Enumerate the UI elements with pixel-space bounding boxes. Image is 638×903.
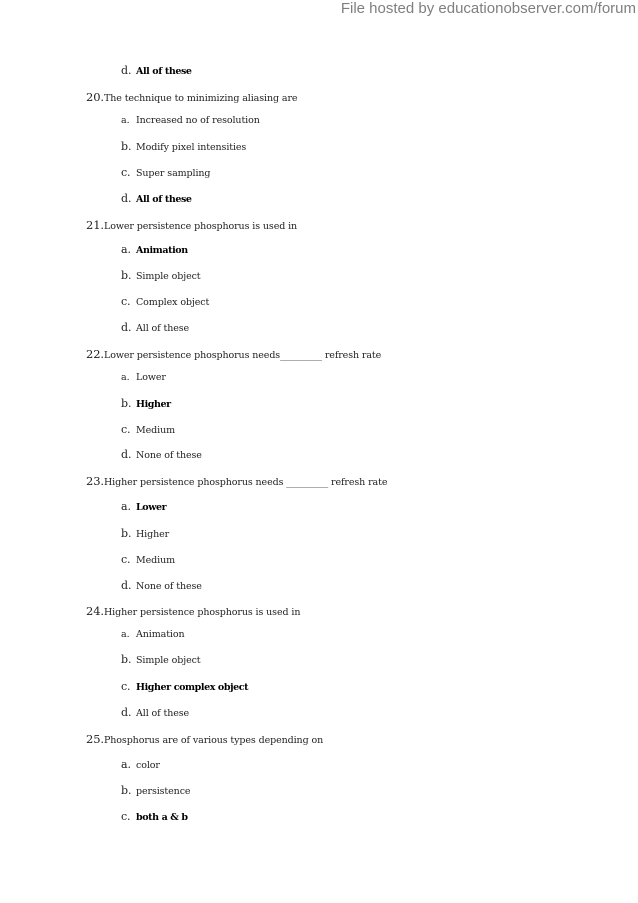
option-text: Modify pixel intensities bbox=[136, 142, 247, 153]
option-text-answer: Lower bbox=[136, 502, 167, 513]
option-letter: d. bbox=[121, 448, 132, 461]
option-text: color bbox=[136, 760, 160, 771]
option-line bbox=[121, 448, 202, 461]
option-letter: b. bbox=[121, 527, 132, 540]
option-line bbox=[121, 579, 202, 592]
option-line bbox=[121, 64, 192, 77]
option-letter: d. bbox=[121, 192, 132, 205]
option-letter: c. bbox=[121, 810, 131, 823]
option-line bbox=[121, 295, 209, 308]
question-text: Phosphorus are of various types depending on bbox=[104, 735, 324, 746]
question-number: 20. bbox=[86, 90, 104, 104]
option-letter: b. bbox=[121, 397, 132, 410]
option-letter: d. bbox=[121, 64, 132, 77]
option-line bbox=[121, 115, 260, 126]
option-letter: b. bbox=[121, 140, 132, 153]
question-text: Lower persistence phosphorus needs_________ refresh rate bbox=[104, 350, 382, 361]
option-line bbox=[121, 372, 166, 383]
option-line bbox=[121, 140, 246, 153]
question-line bbox=[86, 604, 300, 618]
option-text: Animation bbox=[136, 629, 185, 640]
option-text: Complex object bbox=[136, 297, 210, 308]
option-text-answer: All of these bbox=[136, 194, 192, 205]
question-text: Higher persistence phosphorus is used in bbox=[104, 607, 301, 618]
option-letter: a. bbox=[121, 758, 131, 771]
option-line bbox=[121, 680, 248, 693]
option-letter: d. bbox=[121, 706, 132, 719]
question-number: 25. bbox=[86, 732, 104, 746]
option-text: Medium bbox=[136, 555, 175, 566]
option-text: None of these bbox=[136, 581, 202, 592]
option-line bbox=[121, 500, 166, 513]
option-text: Higher bbox=[136, 529, 170, 540]
option-letter: d. bbox=[121, 321, 132, 334]
question-text: Higher persistence phosphorus needs _________ refresh rate bbox=[104, 477, 388, 488]
option-text: Increased no of resolution bbox=[136, 115, 260, 126]
option-line bbox=[121, 527, 169, 540]
question-line bbox=[86, 90, 297, 104]
option-text: Simple object bbox=[136, 271, 201, 282]
option-text: persistence bbox=[136, 786, 191, 797]
question-line bbox=[86, 732, 323, 746]
option-text-answer: Higher bbox=[136, 399, 171, 410]
option-text: All of these bbox=[136, 708, 190, 719]
option-text: Lower bbox=[136, 372, 166, 383]
option-letter: a. bbox=[121, 115, 130, 126]
option-line bbox=[121, 397, 171, 410]
option-letter: c. bbox=[121, 295, 131, 308]
option-letter: c. bbox=[121, 680, 131, 693]
option-letter: c. bbox=[121, 423, 131, 436]
option-text-answer: Higher complex object bbox=[136, 682, 249, 693]
option-text: All of these bbox=[136, 323, 190, 334]
question-text: The technique to minimizing aliasing are bbox=[104, 93, 298, 104]
option-letter: a. bbox=[121, 243, 131, 256]
question-number: 23. bbox=[86, 474, 104, 488]
option-letter: b. bbox=[121, 784, 132, 797]
option-text-answer: Animation bbox=[136, 245, 188, 256]
option-text: None of these bbox=[136, 450, 202, 461]
option-line bbox=[121, 553, 175, 566]
option-line bbox=[121, 784, 190, 797]
option-line bbox=[121, 423, 175, 436]
option-line bbox=[121, 192, 192, 205]
question-line bbox=[86, 218, 297, 232]
option-text-answer: All of these bbox=[136, 66, 192, 77]
option-line bbox=[121, 321, 189, 334]
option-line bbox=[121, 758, 160, 771]
question-number: 21. bbox=[86, 218, 104, 232]
option-text: Medium bbox=[136, 425, 175, 436]
question-number: 24. bbox=[86, 604, 104, 618]
option-letter: a. bbox=[121, 629, 130, 640]
option-line bbox=[121, 706, 189, 719]
watermark-text: File hosted by educationobserver.com/forum bbox=[340, 0, 636, 17]
option-text: Super sampling bbox=[136, 168, 211, 179]
question-line bbox=[86, 347, 381, 361]
question-text: Lower persistence phosphorus is used in bbox=[104, 221, 298, 232]
option-letter: b. bbox=[121, 653, 132, 666]
option-line bbox=[121, 243, 188, 256]
option-letter: b. bbox=[121, 269, 132, 282]
option-letter: c. bbox=[121, 553, 131, 566]
option-line bbox=[121, 269, 201, 282]
option-letter: a. bbox=[121, 500, 131, 513]
option-letter: c. bbox=[121, 166, 131, 179]
question-number: 22. bbox=[86, 347, 104, 361]
option-letter: a. bbox=[121, 372, 130, 383]
option-line bbox=[121, 653, 201, 666]
option-text: Simple object bbox=[136, 655, 201, 666]
question-line bbox=[86, 474, 387, 488]
option-letter: d. bbox=[121, 579, 132, 592]
option-line bbox=[121, 166, 210, 179]
option-line bbox=[121, 629, 184, 640]
option-line bbox=[121, 810, 188, 823]
option-text-answer: both a & b bbox=[136, 812, 188, 823]
